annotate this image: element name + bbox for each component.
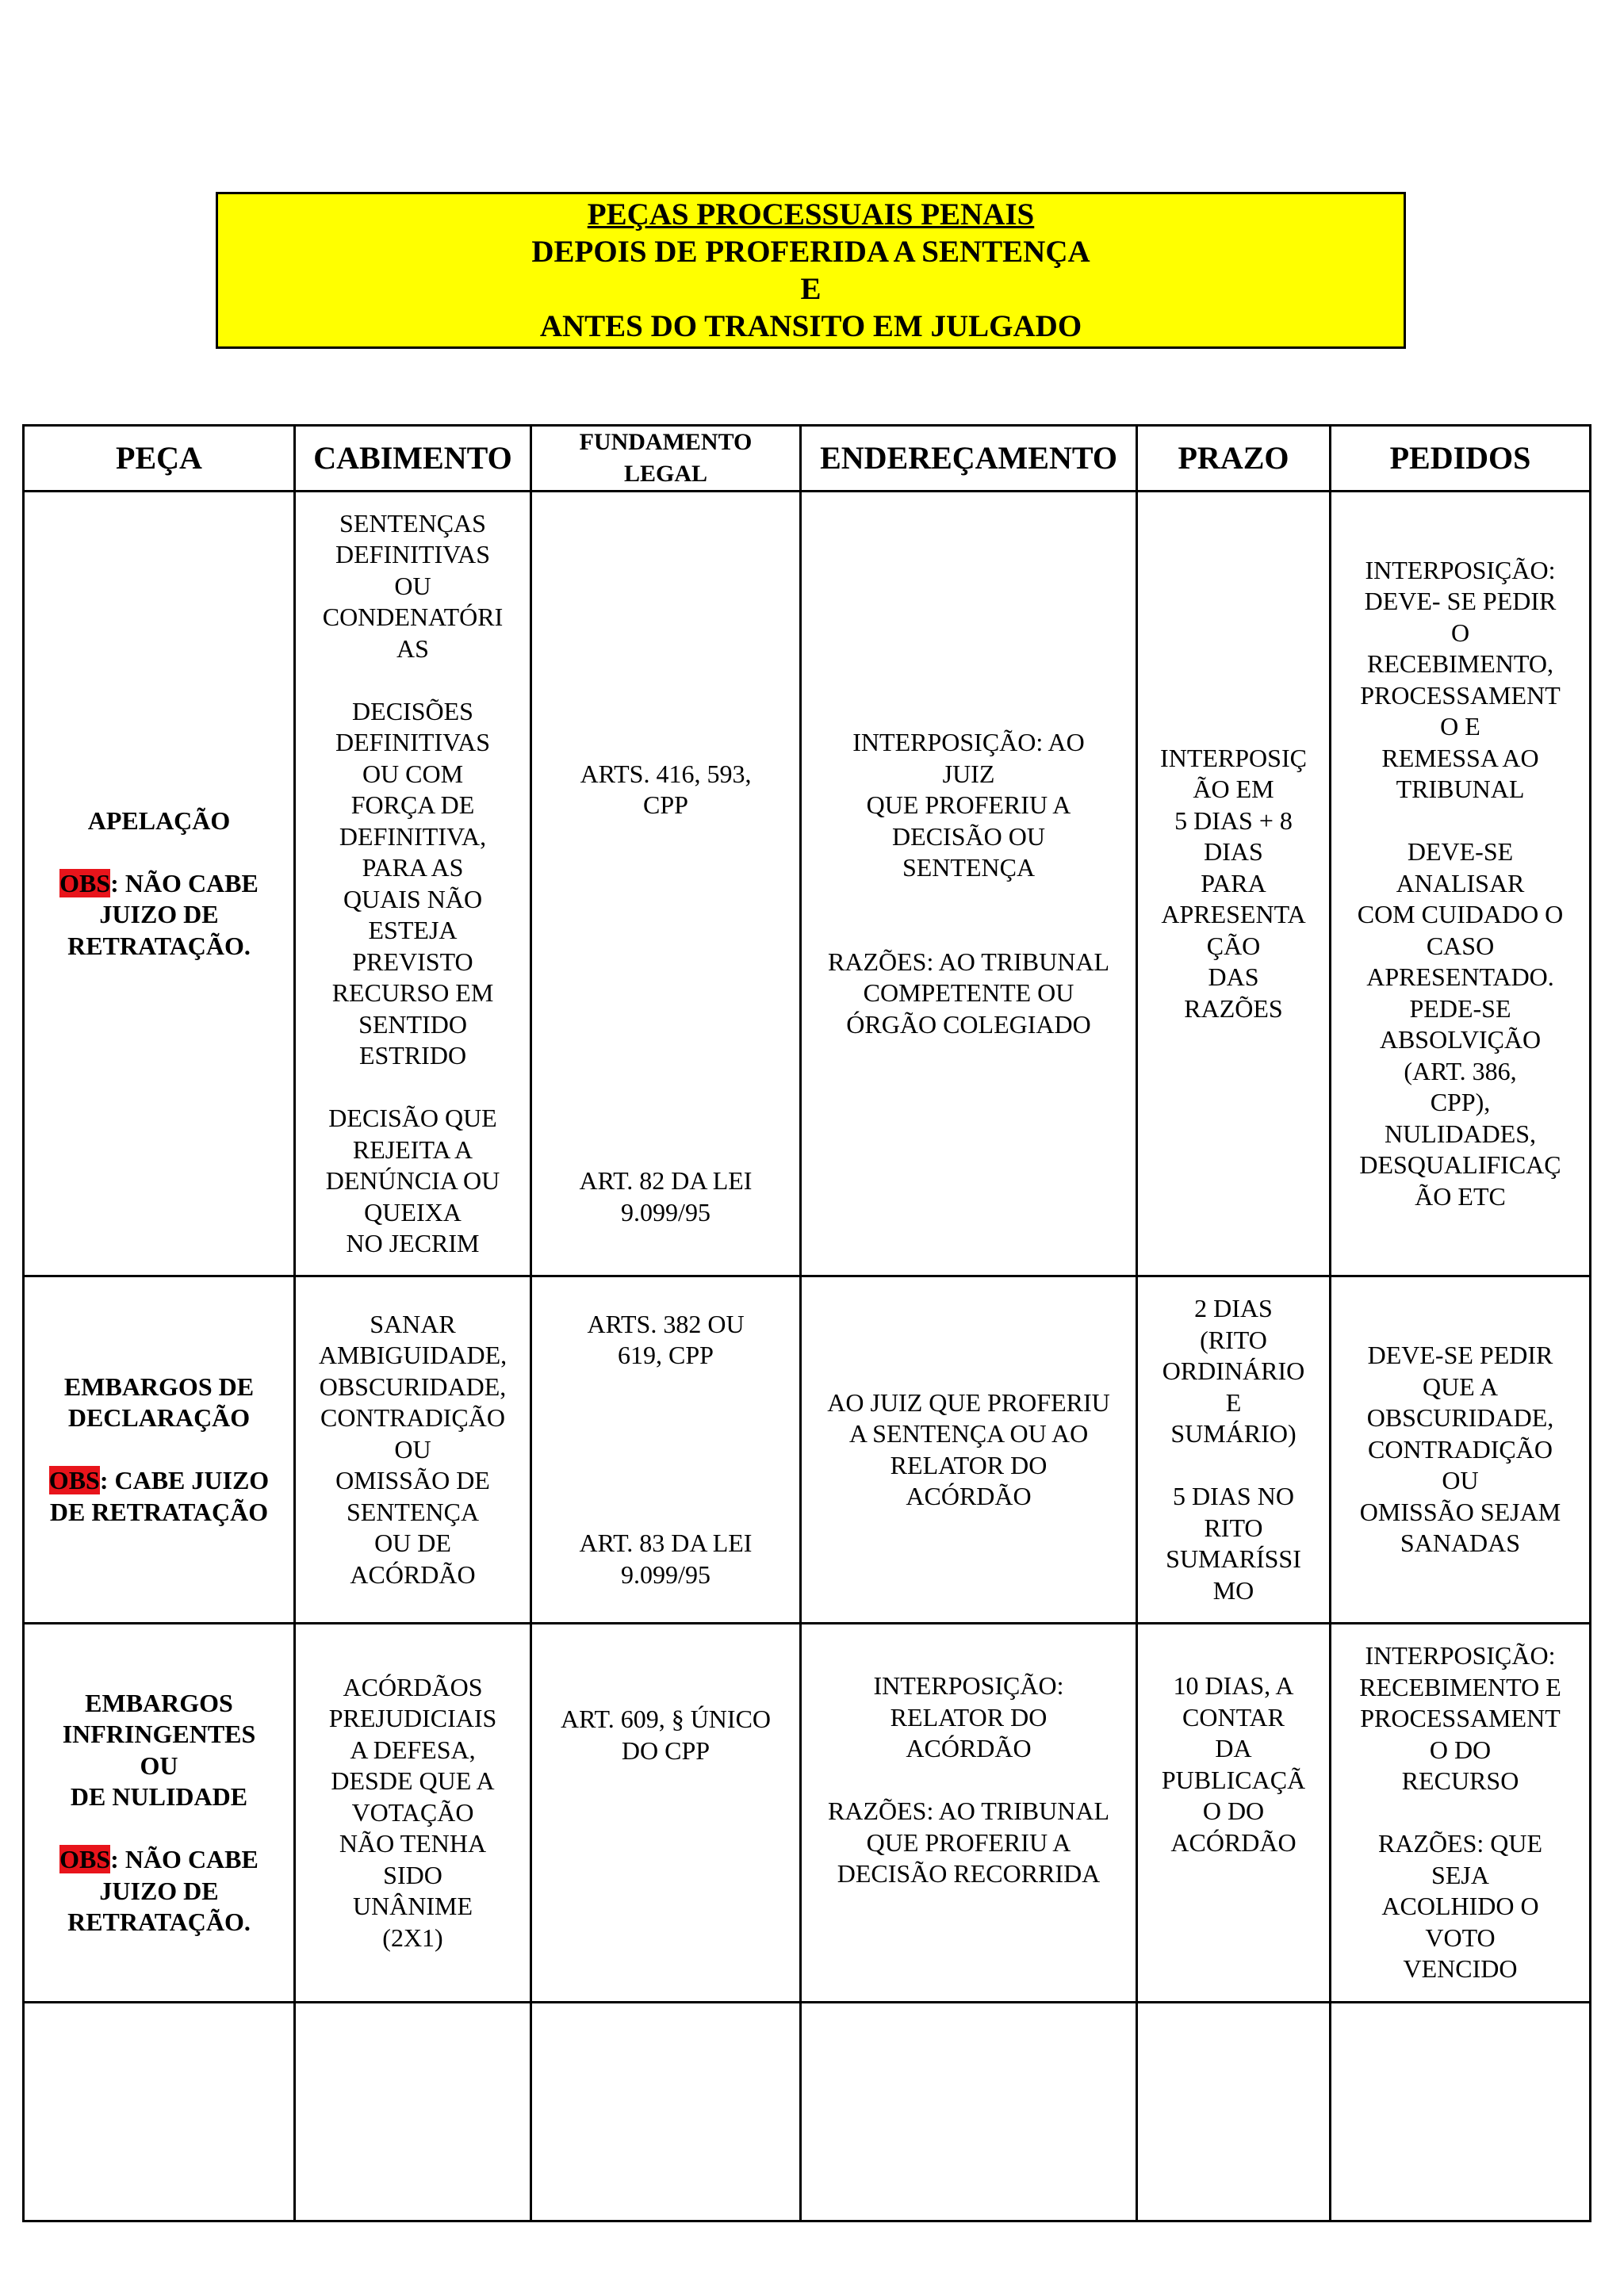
cabimento-cell: SANAR AMBIGUIDADE, OBSCURIDADE, CONTRADIÇÃO OU OMISSÃO DE SENTENÇA OU DE ACÓRDÃO: [295, 1276, 531, 1624]
prazo-cell: 10 DIAS, A CONTAR DA PUBLICAÇÃ O DO ACÓRDÃO: [1137, 1624, 1331, 2003]
obs-text: : NÃO CABE JUIZO DE RETRATAÇÃO.: [67, 868, 259, 960]
title-line-2: DEPOIS DE PROFERIDA A SENTENÇA: [531, 235, 1090, 269]
enderecamento-cell: AO JUIZ QUE PROFERIU A SENTENÇA OU AO RELATOR DO ACÓRDÃO: [801, 1276, 1137, 1624]
table-row: [24, 1276, 1591, 1624]
peca-name: EMBARGOS DE DECLARAÇÃO: [63, 1372, 255, 1433]
pecas-table: [22, 424, 1591, 2222]
obs-tag: OBS: [59, 868, 111, 897]
title-box: [216, 192, 1406, 349]
header-enderecamento: ENDEREÇAMENTO: [801, 426, 1137, 492]
empty-cell: [531, 2003, 801, 2221]
empty-cell: [1137, 2003, 1331, 2221]
pedidos-cell: INTERPOSIÇÃO: DEVE- SE PEDIR O RECEBIMENTO, PROCESSAMENT O E REMESSA AO TRIBUNAL DEVE-SE ANALISAR COM CUIDADO O CASO APRESENTADO. PEDE-SE ABSOLVIÇÃO (ART. 386, CPP), NULIDADES, DESQUALIFICAÇ ÃO ETC: [1331, 492, 1591, 1276]
table-row: [24, 492, 1591, 1276]
obs-text: : NÃO CABE JUIZO DE RETRATAÇÃO.: [67, 1845, 259, 1936]
table-row: [24, 1624, 1591, 2003]
prazo-cell: 2 DIAS (RITO ORDINÁRIO E SUMÁRIO) 5 DIAS NO RITO SUMARÍSSI MO: [1137, 1276, 1331, 1624]
peca-name: EMBARGOS INFRINGENTES OU DE NULIDADE: [62, 1688, 256, 1811]
obs-tag: OBS: [48, 1466, 100, 1495]
obs-tag: OBS: [59, 1845, 111, 1873]
empty-cell: [801, 2003, 1137, 2221]
title-line-4: ANTES DO TRANSITO EM JULGADO: [539, 309, 1082, 343]
header-cabimento: CABIMENTO: [295, 426, 531, 492]
pedidos-cell: DEVE-SE PEDIR QUE A OBSCURIDADE, CONTRADIÇÃO OU OMISSÃO SEJAM SANADAS: [1331, 1276, 1591, 1624]
title-line-1: PEÇAS PROCESSUAIS PENAIS: [587, 197, 1035, 232]
cabimento-cell: SENTENÇAS DEFINITIVAS OU CONDENATÓRI AS DECISÕES DEFINITIVAS OU COM FORÇA DE DEFINITIVA, PARA AS QUAIS NÃO ESTEJA PREVISTO RECURSO EM SENTIDO ESTRIDO DECISÃO QUE REJEITA A DENÚNCIA OU QUEIXA NO JECRIM: [295, 492, 531, 1276]
peca-cell: [24, 492, 295, 1276]
peca-cell: [24, 1276, 295, 1624]
header-pedidos: PEDIDOS: [1331, 426, 1591, 492]
fundamento-cell: ARTS. 416, 593, CPP ART. 82 DA LEI 9.099/95: [531, 492, 801, 1276]
header-row: [24, 426, 1591, 492]
fundamento-cell: ARTS. 382 OU 619, CPP ART. 83 DA LEI 9.099/95: [531, 1276, 801, 1624]
pedidos-cell: INTERPOSIÇÃO: RECEBIMENTO E PROCESSAMENT O DO RECURSO RAZÕES: QUE SEJA ACOLHIDO O VOTO VENCIDO: [1331, 1624, 1591, 2003]
title-line-3: E: [800, 272, 822, 306]
enderecamento-cell: INTERPOSIÇÃO: RELATOR DO ACÓRDÃO RAZÕES: AO TRIBUNAL QUE PROFERIU A DECISÃO RECORRIDA: [801, 1624, 1137, 2003]
fundamento-cell: ART. 609, § ÚNICO DO CPP: [531, 1624, 801, 2003]
empty-cell: [295, 2003, 531, 2221]
enderecamento-cell: INTERPOSIÇÃO: AO JUIZ QUE PROFERIU A DECISÃO OU SENTENÇA RAZÕES: AO TRIBUNAL COMPETENTE OU ÓRGÃO COLEGIADO: [801, 492, 1137, 1276]
empty-cell: [1331, 2003, 1591, 2221]
header-peca: PEÇA: [24, 426, 295, 492]
header-fundamento-legal: FUNDAMENTO LEGAL: [531, 426, 801, 492]
empty-cell: [24, 2003, 295, 2221]
peca-name: APELAÇÃO: [87, 806, 231, 835]
table-row-empty: [24, 2003, 1591, 2221]
header-prazo: PRAZO: [1137, 426, 1331, 492]
prazo-cell: INTERPOSIÇ ÃO EM 5 DIAS + 8 DIAS PARA APRESENTA ÇÃO DAS RAZÕES: [1137, 492, 1331, 1276]
cabimento-cell: ACÓRDÃOS PREJUDICIAIS A DEFESA, DESDE QUE A VOTAÇÃO NÃO TENHA SIDO UNÂNIME (2X1): [295, 1624, 531, 2003]
obs-text: : CABE JUIZO DE RETRATAÇÃO: [49, 1466, 270, 1526]
peca-cell: [24, 1624, 295, 2003]
